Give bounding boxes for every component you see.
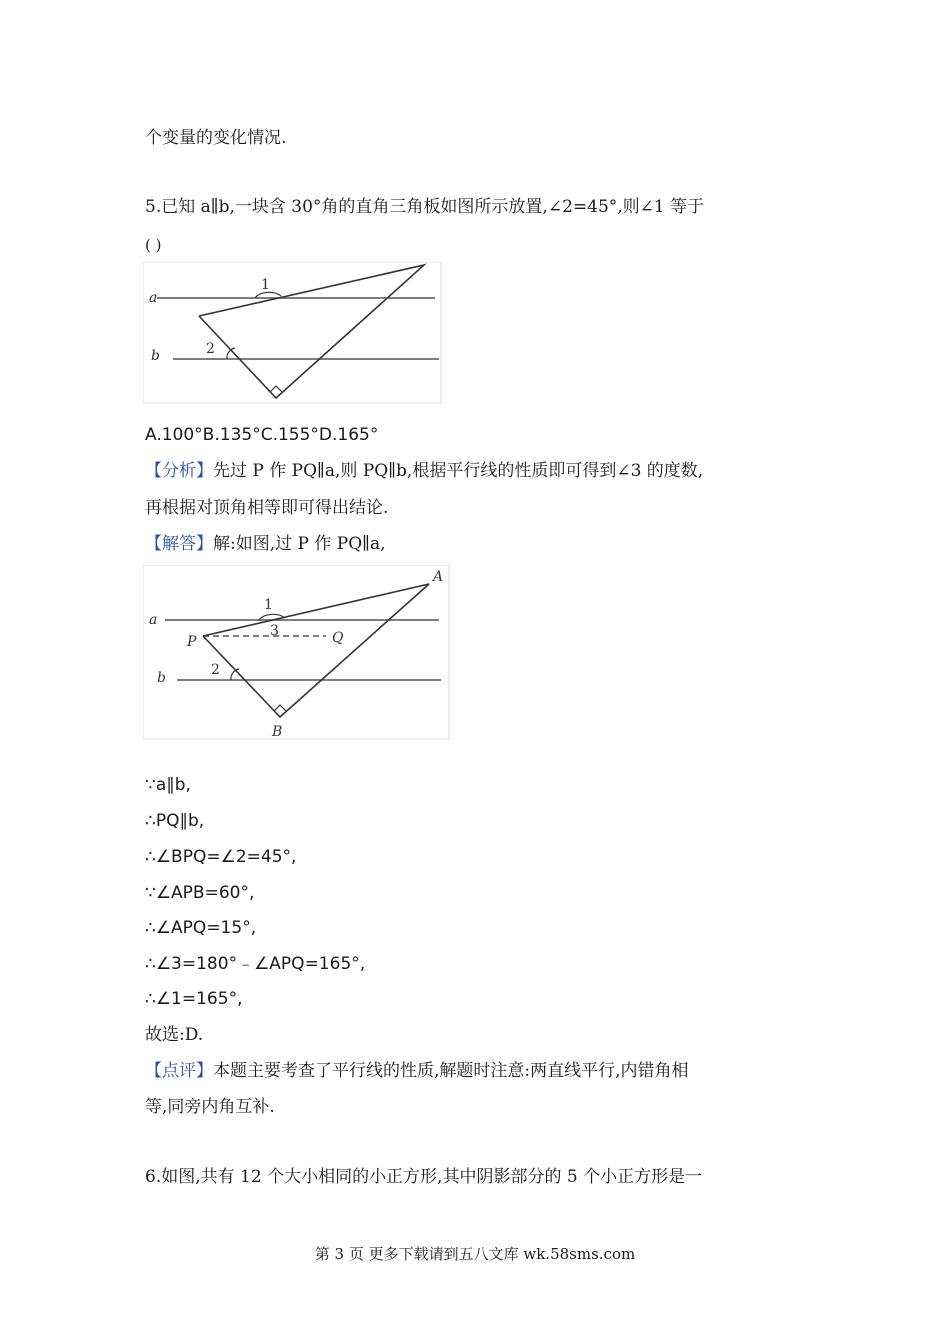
comment-text: 本题主要考查了平行线的性质,解题时注意:两直线平行,内错角相 xyxy=(213,1061,689,1081)
q5-analysis-line1 xyxy=(145,459,703,483)
step-7: ∴∠1=165°, xyxy=(145,989,243,1009)
q5-stem-line1: 5.已知 a∥b,一块含 30°角的直角三角板如图所示放置,∠2=45°,则∠1 等于 xyxy=(145,197,705,217)
step-6: ∴∠3=180°﹣∠APQ=165°, xyxy=(145,954,366,974)
label-3: 3 xyxy=(270,623,279,639)
label-2: 2 xyxy=(211,662,220,678)
step-3: ∴∠BPQ=∠2=45°, xyxy=(145,847,297,867)
analysis-tag: 【分析】 xyxy=(145,461,213,481)
label-a: a xyxy=(149,290,158,306)
label-b: b xyxy=(157,670,166,686)
choice-line: 故选:D. xyxy=(145,1025,204,1045)
q5-figure-2 xyxy=(143,565,451,741)
step-1: ∵a∥b, xyxy=(145,775,191,795)
comment-line1 xyxy=(145,1059,689,1083)
label-1: 1 xyxy=(264,597,273,613)
answer-intro: 解:如图,过 P 作 PQ∥a, xyxy=(213,534,386,554)
page-footer: 第 3 页 更多下载请到五八文库 wk.58sms.com xyxy=(314,1245,636,1263)
q6-stem-line1: 6.如图,共有 12 个大小相同的小正方形,其中阴影部分的 5 个小正方形是一 xyxy=(145,1167,703,1187)
label-A: A xyxy=(433,569,444,585)
label-1: 1 xyxy=(261,277,270,293)
q5-analysis-line2: 再根据对顶角相等即可得出结论. xyxy=(145,498,389,518)
analysis-text: 先过 P 作 PQ∥a,则 PQ∥b,根据平行线的性质即可得到∠3 的度数, xyxy=(213,461,704,481)
label-Q: Q xyxy=(332,630,344,646)
label-2: 2 xyxy=(206,341,215,357)
label-a: a xyxy=(149,612,158,628)
label-b: b xyxy=(151,348,160,364)
step-2: ∴PQ∥b, xyxy=(145,811,205,831)
step-5: ∴∠APQ=15°, xyxy=(145,918,257,938)
comment-tag: 【点评】 xyxy=(145,1061,213,1081)
q5-stem-line2: ( ) xyxy=(145,236,162,254)
label-P: P xyxy=(187,634,197,650)
intro-continuation: 个变量的变化情况. xyxy=(145,128,287,148)
step-4: ∵∠APB=60°, xyxy=(145,883,255,903)
q5-figure-1 xyxy=(143,262,443,405)
label-B: B xyxy=(272,724,283,740)
q5-options: A.100°B.135°C.155°D.165° xyxy=(145,425,379,445)
answer-tag: 【解答】 xyxy=(145,534,213,554)
q5-answer-line xyxy=(145,532,386,556)
comment-line2: 等,同旁内角互补. xyxy=(145,1097,275,1117)
